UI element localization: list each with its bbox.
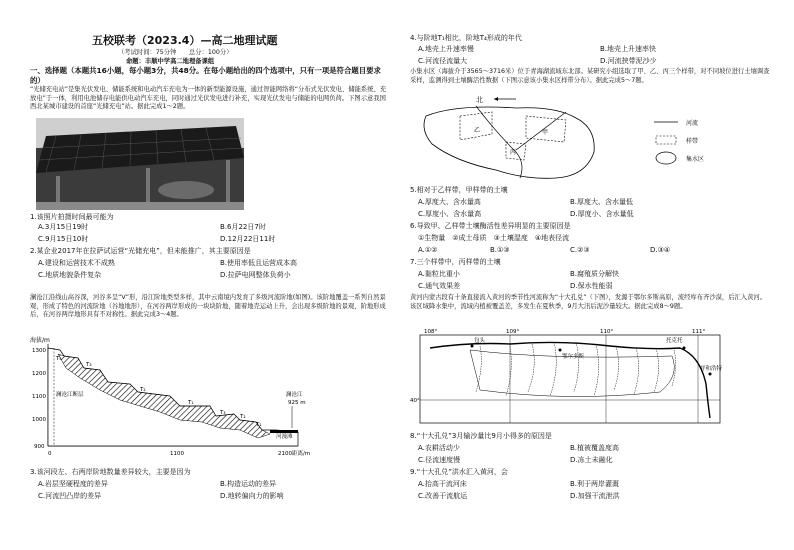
terrace-t2-left: T₂: [140, 387, 146, 393]
q5-stem: 5.相对于乙样带，甲样带的土壤: [410, 186, 508, 194]
q3-option-c[interactable]: C.河流凹凸岸的差异: [38, 492, 102, 500]
passage2: 澜沧江沿线山高谷深，河谷多呈“V”形，沿江阶地类型多样，其中云南境内发育了多级河流阶地(如图)。该阶地覆盖一系列自然景观，形成了特色的河流阶地（谷地地形），在河谷两岸形成的一块块阶地，随着地壳运动上升，会出现多级阶地的景观，阶地形成后，在河谷两岸地形具有不对称性。据此完成3～4题。: [30, 294, 386, 318]
q4-stem: 4.与阶地T₁相比，阶地T₄形成的年代: [410, 34, 522, 42]
q6-option-d[interactable]: D.③④: [650, 246, 671, 254]
y-tick-900: 900: [34, 444, 45, 450]
q9-option-b[interactable]: B.利于两岸灌溉: [570, 480, 620, 488]
q3-option-d[interactable]: D.地转偏向力的影响: [220, 492, 284, 500]
q9-stem: 9.“十大孔兑”洪水汇入黄河，会: [410, 468, 508, 476]
q8-option-c[interactable]: C.径流速度慢: [418, 456, 461, 464]
q4-option-c[interactable]: C.河流径流量大: [418, 57, 468, 65]
lon-111: 111°: [692, 329, 706, 335]
lon-109: 109°: [506, 329, 520, 335]
legend-river: 河流: [686, 120, 699, 127]
place-hohhot: 呼和浩特: [700, 366, 723, 372]
lat-40: 40°: [410, 398, 420, 404]
q2-option-c[interactable]: C.地质地貌条件复杂: [38, 271, 102, 279]
q8-stem: 8.“十大孔兑”3月输沙量比9月小得多的原因是: [410, 432, 552, 440]
terrace-t3-right: T₃: [220, 410, 226, 416]
legend-belt: 样带: [686, 138, 699, 145]
passage4: 黄河内蒙古段有十条直接流入黄河的季节性河流称为“十大孔兑”（下图），发源于鄂尔多斯高原，流经库布齐沙漠，后汇入黄河。该区域降水集中，流域内植被覆盖差，多发生在夏秋季，9月大汛后泥沙量较大。据此完成8～9题。: [410, 294, 766, 310]
solar-carport-photo: [36, 118, 244, 210]
exam-meta: （考试时间：75分钟 总分：100分）: [118, 49, 233, 56]
q7-option-d[interactable]: D.保水性能弱: [570, 282, 613, 290]
q6-stem: 6.导致甲、乙样带土壤酶活性差异明显的主要原因是: [410, 222, 571, 230]
q5-option-a[interactable]: A.厚度大、含水量高: [418, 198, 481, 206]
q8-option-b[interactable]: B.植被覆盖度高: [570, 444, 620, 452]
x-tick-1100: 1100: [170, 451, 184, 457]
y-tick-1200: 1200: [32, 371, 46, 377]
belt-yi: 乙: [474, 127, 481, 134]
q3-stem: 3.该河段左、右两岸阶地数量差异较大，主要是因为: [30, 468, 191, 476]
place-baotou: 包头: [474, 338, 486, 344]
place-tuoketuo: 托克托: [666, 338, 683, 344]
catchment-map: [416, 92, 756, 182]
q8-option-d[interactable]: D.冻土未融化: [570, 456, 613, 464]
exam-author: 命题：丰顺中学高二地理备课组: [126, 58, 215, 65]
q5-option-d[interactable]: D.厚度小、含水量低: [570, 210, 634, 218]
passage3: 小集水区（海拔介于3565～3716米）位于青海湖流域东北部。某研究小组选取了甲、乙、丙三个样带，对不同坡位进行土壤调查采样，监测得到土壤酶活性数据（下图示意该小集水区样带分布）。据此完成5～7题。: [410, 68, 770, 84]
lon-110: 110°: [600, 329, 614, 335]
q6-option-c[interactable]: C.②③: [570, 246, 590, 254]
terrace-profile-figure: [30, 334, 330, 462]
q2-option-a[interactable]: A.建设和运营技术不成熟: [38, 259, 115, 267]
section1-heading: 一、选择题（本题共16小题，每小题3分，共48分。在每小题给出的四个选项中，只有一项是符合题目要求的）: [30, 66, 381, 85]
legend-catchment: 集水区: [686, 156, 705, 163]
q9-option-d[interactable]: D.加强干流泄洪: [570, 492, 620, 500]
section1-intro: “光储充电站”是集光伏发电、储能系统和电动汽车充电为一体的新型能源设施，通过智能网络将“分布式光伏发电、储能系统、充放电”于一体，利用电池储存电能供电动汽车充电，同时通过光伏发电进行补充，实现光伏发电与储能的电网负荷。下图示意我国西北某城市建设的首座“光储充电”站。据此完成1～2题。: [30, 86, 387, 110]
q8-option-a[interactable]: A.农耕活动少: [418, 444, 460, 452]
q3-option-a[interactable]: A.岩层坚硬程度的差异: [38, 480, 108, 488]
belt-jia: 甲: [542, 129, 549, 136]
q5-option-c[interactable]: C.厚度小、含水量高: [418, 210, 482, 218]
place-ordos: 鄂尔多斯: [562, 354, 585, 360]
q7-stem: 7.三个样带中，丙样带的土壤: [410, 258, 501, 266]
q9-option-c[interactable]: C.改善干流航运: [418, 492, 468, 500]
river-label: 澜沧江: [286, 392, 303, 398]
q1-option-c[interactable]: C.9月15日10时: [38, 235, 89, 243]
q6-option-b[interactable]: B.①③: [490, 246, 510, 254]
q1-option-a[interactable]: A.3月15日19时: [38, 223, 89, 231]
y-tick-1000: 1000: [32, 417, 46, 423]
q7-option-c[interactable]: C.通气效果差: [418, 282, 461, 290]
belt-bing: 丙: [510, 149, 517, 156]
x-tick-2100: 2100: [278, 451, 292, 457]
profile-x-label: 距离/m: [292, 451, 311, 457]
fault-label: 澜沧江断层: [56, 392, 84, 398]
terrace-t3-left: T₃: [86, 362, 92, 368]
q1-option-d[interactable]: D.12月22日11时: [220, 235, 276, 243]
q3-option-b[interactable]: B.构造运动的差异: [220, 480, 277, 488]
exam-title: 五校联考（2023.4）—高二地理试题: [92, 34, 278, 47]
river-elevation: 925 m: [288, 400, 306, 406]
q1-option-b[interactable]: B.6月22日7时: [220, 223, 266, 231]
terrace-t1-left: T₁: [188, 400, 194, 406]
q2-option-b[interactable]: B.使用率低且运营成本高: [220, 259, 298, 267]
lon-108: 108°: [424, 329, 438, 335]
q6-option-a[interactable]: A.①②: [418, 246, 438, 254]
floodplain-label: 河漫滩: [276, 434, 293, 440]
q7-option-b[interactable]: B.腐殖质分解快: [570, 270, 620, 278]
q5-option-b[interactable]: B.厚度大、含水量低: [570, 198, 634, 206]
north-label: 北: [476, 96, 483, 104]
q1-stem: 1.该照片拍摄时间最可能为: [30, 213, 114, 221]
q9-option-a[interactable]: A.抬高干流河床: [418, 480, 467, 488]
q4-option-d[interactable]: D.河流挟带泥沙少: [600, 57, 657, 65]
q7-option-a[interactable]: A.黏粒比重小: [418, 270, 460, 278]
q2-option-d[interactable]: D.拉萨电网整体负荷小: [220, 271, 291, 279]
x-tick-0: 0: [48, 451, 52, 457]
terrace-t1-right: T₁: [256, 422, 262, 428]
y-tick-1300: 1300: [32, 348, 46, 354]
q4-option-a[interactable]: A.地壳上升速率慢: [418, 45, 474, 53]
kongdui-map: [410, 326, 740, 426]
q4-option-b[interactable]: B.地壳上升速率快: [600, 45, 657, 53]
terrace-t2-right: T₂: [240, 414, 246, 420]
profile-y-label: 海拔/m: [30, 337, 50, 344]
q6-choices: ①生物量 ②成土母质 ③土壤湿度 ④地表径流: [418, 234, 570, 242]
y-tick-1100: 1100: [32, 394, 46, 400]
terrace-t4-left: T₄: [56, 356, 62, 362]
q2-stem: 2.某企业2017年在拉萨试运营“光储充电”，但未能推广，其主要原因是: [30, 247, 251, 255]
